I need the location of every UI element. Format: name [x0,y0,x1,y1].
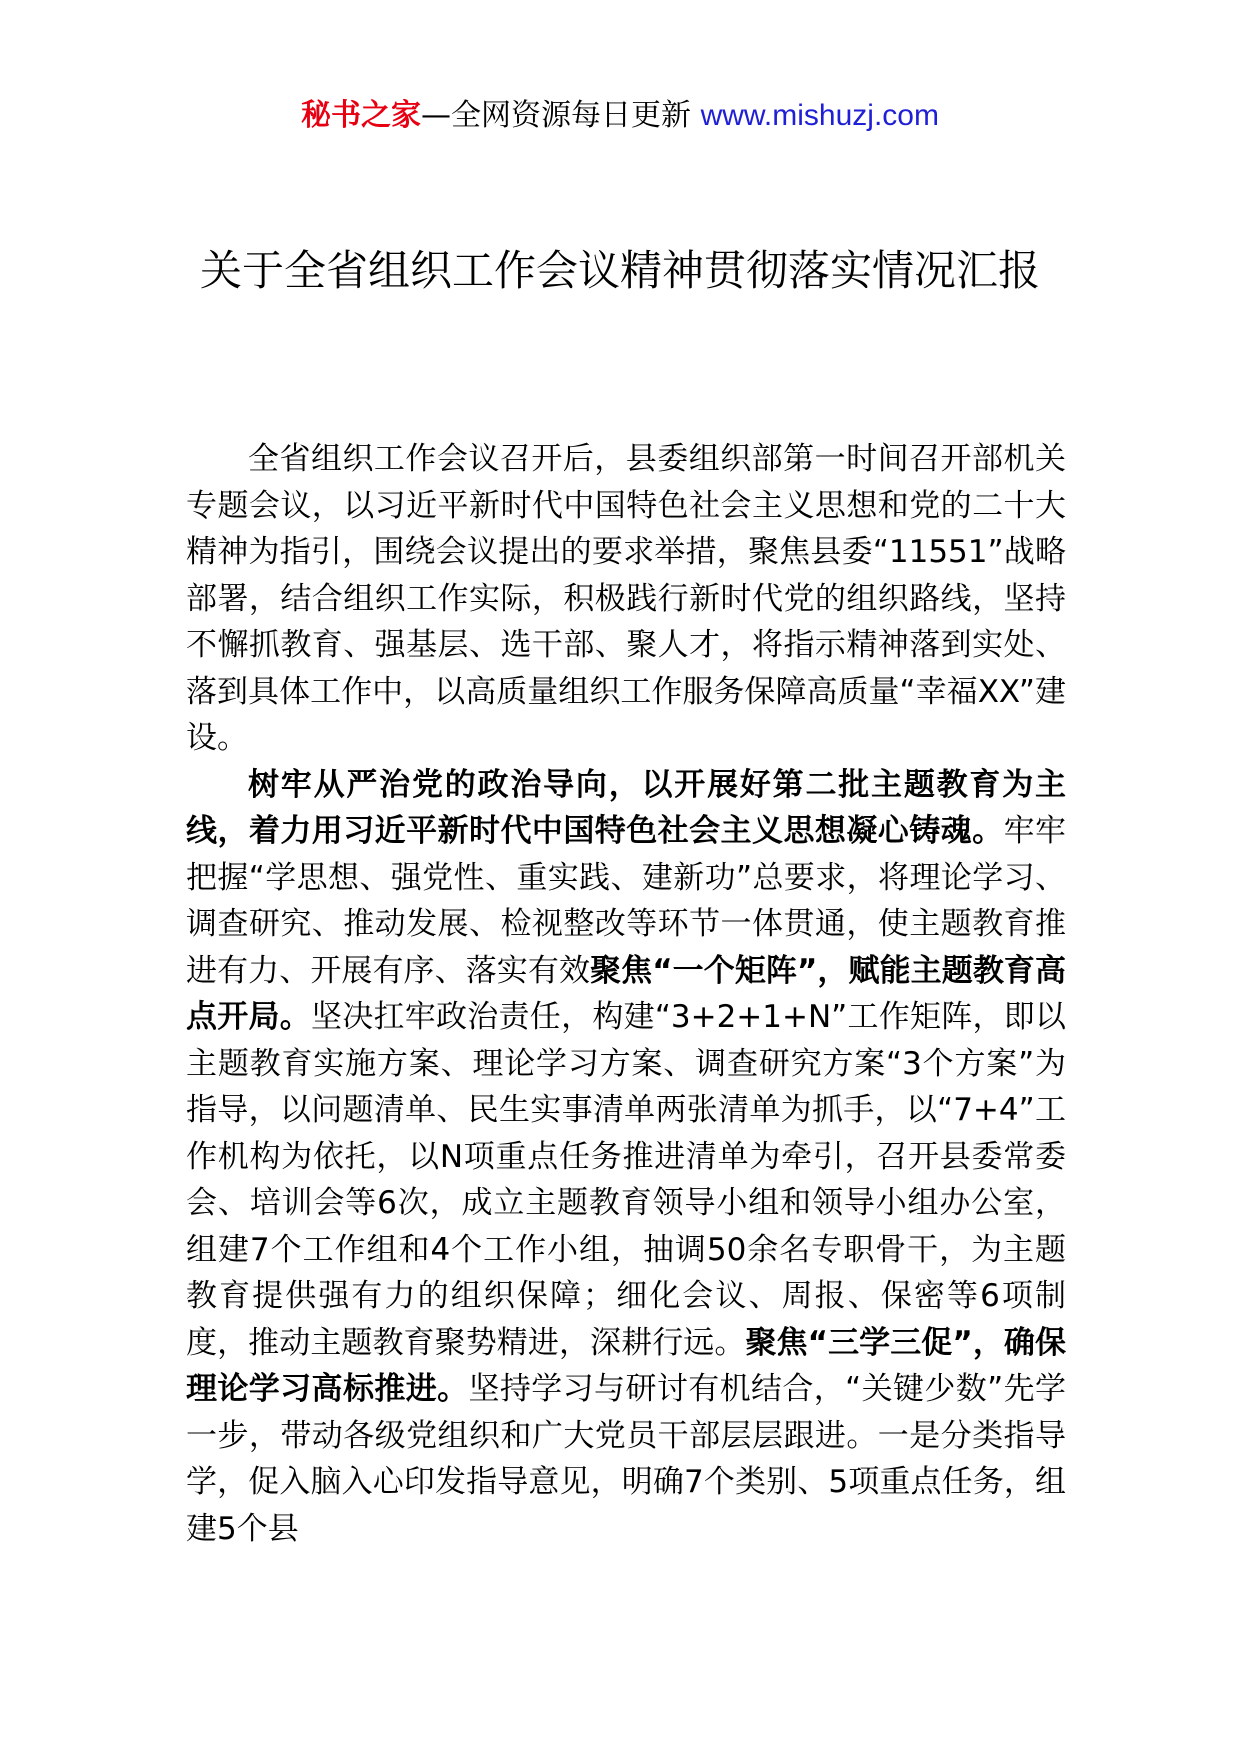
subsection-heading-matrix: 聚焦“一个矩阵”，赋能主题教育高点开局。 [186,952,1066,1035]
document-body [186,436,1066,1552]
site-header [0,96,1240,136]
section-heading: 树牢从严治党的政治导向，以开展好第二批主题教育为主线，着力用习近平新时代中国特色社会主义思想凝心铸魂。 [186,766,1066,849]
subsection-heading-study: 聚焦“三学三促”，确保理论学习高标推进。 [186,1324,1067,1407]
brand-name[interactable]: 秘书之家 [301,98,422,133]
site-url-link[interactable]: www.mishuzj.com [700,99,939,132]
section-text: 牢牢把握“学思想、强党性、重实践、建新功”总要求，将理论学习、调查研究、推动发展、检视整改等环节一体贯通，使主题教育推进有力、开展有序、落实有效 [186,813,1067,989]
subsection-text-study: 坚持学习与研讨有机结合，“关键少数”先学一步，带动各级党组织和广大党员干部层层跟进。一是分类指导学，促入脑入心印发指导意见，明确7个类别、5项重点任务，组建5个县 [186,1371,1066,1547]
site-tagline: —全网资源每日更新 [421,98,692,133]
section-paragraph [186,762,1066,1553]
intro-paragraph: 全省组织工作会议召开后，县委组织部第一时间召开部机关专题会议，以习近平新时代中国特色社会主义思想和党的二十大精神为指引，围绕会议提出的要求举措，聚焦县委“11551”战略部署，结合组织工作实际，积极践行新时代党的组织路线，坚持不懈抓教育、强基层、选干部、聚人才，将指示精神落到实处、落到具体工作中，以高质量组织工作服务保障高质量“幸福XX”建设。 [186,441,1066,756]
subsection-text-matrix: 坚决扛牢政治责任，构建“3+2+1+N”工作矩阵，即以主题教育实施方案、理论学习方案、调查研究方案“3个方案”为指导，以问题清单、民生实事清单两张清单为抓手，以“7+4”工作机构为依托，以N项重点任务推进清单为牵引，召开县委常委会、培训会等6次，成立主题教育领导小组和领导小组办公室，组建7个工作组和4个工作小组，抽调50余名专职骨干，为主题教育提供强有力的组织保障；细化会议、周报、保密等6项制度，推动主题教育聚势精进，深耕行远。 [186,999,1067,1361]
document-title: 关于全省组织工作会议精神贯彻落实情况汇报 [199,246,1040,295]
